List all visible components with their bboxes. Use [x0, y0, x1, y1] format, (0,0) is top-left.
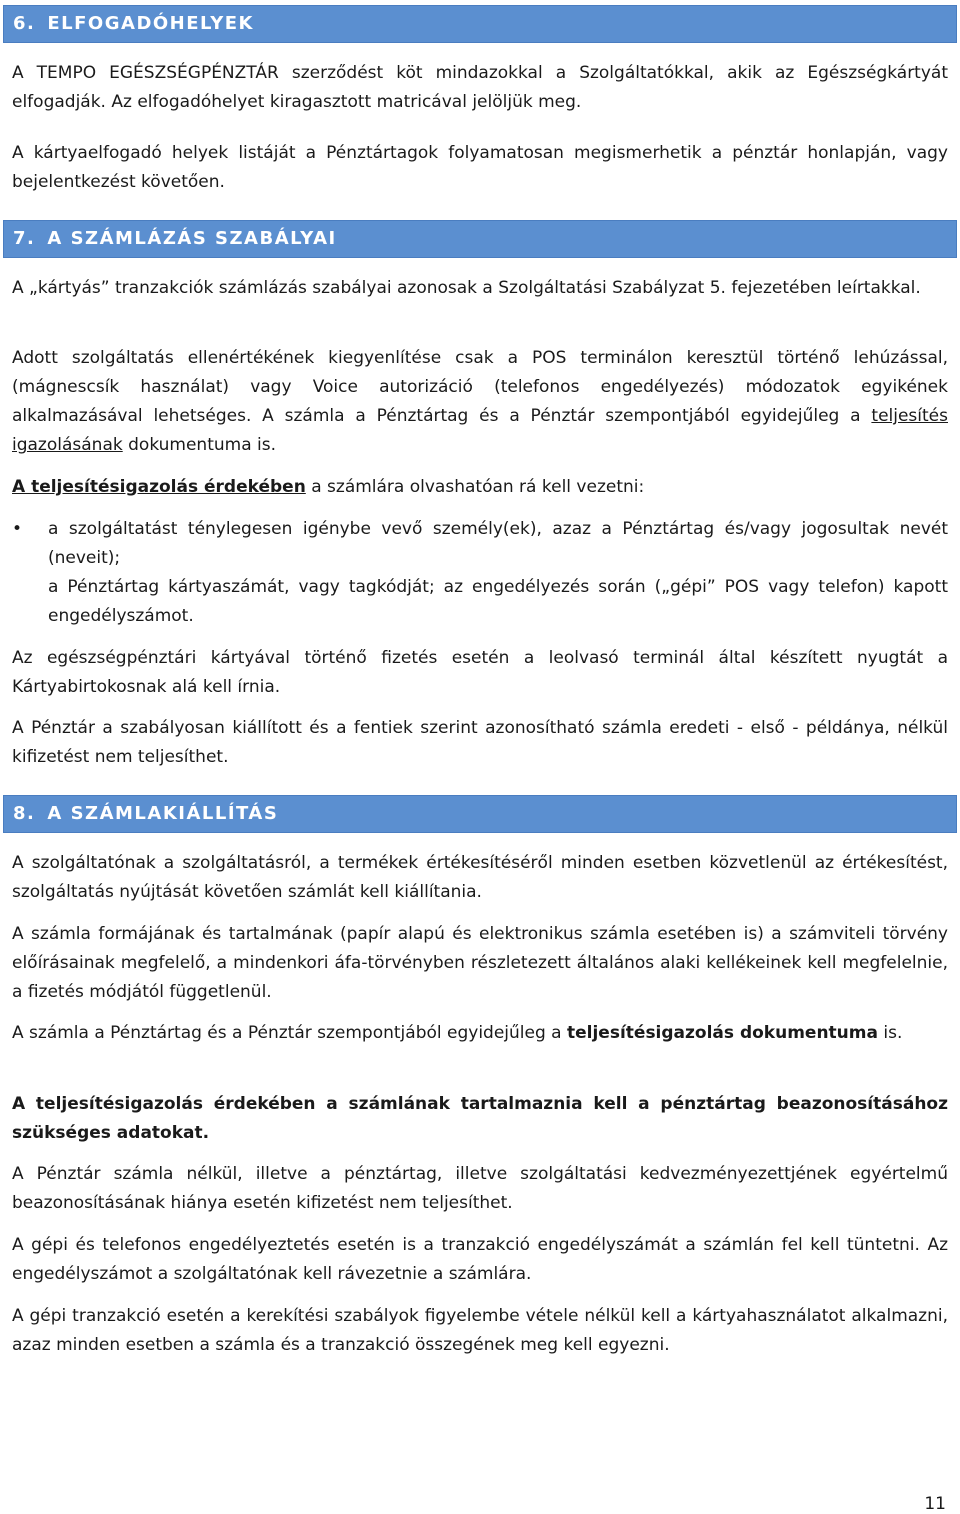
section-7-paragraph-4: Az egészségpénztári kártyával történő fizetés esetén a leolvasó terminál által készített nyugtát a Kártyabirtokosnak alá kell írnia.: [12, 648, 948, 697]
page-number: 11: [924, 1494, 946, 1514]
teljesitesigazolas-lead: A teljesítésigazolás érdekében: [12, 477, 306, 497]
section-7-paragraph-2: [12, 344, 948, 460]
section-6-heading: [3, 5, 957, 43]
teljesites-igazolas-underlined: teljesítés igazolásának: [12, 406, 948, 455]
bullet-dot-icon: •: [12, 519, 23, 539]
teljesitesigazolas-dokumentuma-bold: teljesítésigazolás dokumentuma: [567, 1023, 878, 1043]
section-7-number: 7.: [13, 228, 36, 249]
section-7-paragraph-2-text-b: dokumentuma is.: [122, 435, 277, 455]
section-8-paragraph-3-text-b: is.: [877, 1023, 903, 1043]
section-8-paragraph-6: A gépi és telefonos engedélyeztetés esetén is a tranzakció engedélyszámát a számlán fel kell tüntetni. Az engedélyszámot a szolgáltatónak kell rávezetnie a számlára.: [12, 1235, 948, 1284]
section-8-paragraph-2: A számla formájának és tartalmának (papír alapú és elektronikus számla esetében is) a számviteli törvény előírásainak megfelelő, a mindenkori áfa-törvényben részletezett általános alaki kellékeinek kell megfelelnie, a fizetés módjától függetlenül.: [12, 924, 948, 1002]
list-item-1: a szolgáltatást ténylegesen igénybe vevő személy(ek), azaz a Pénztártag és/vagy jogosultak nevét (neveit);: [48, 519, 948, 568]
section-7-paragraph-3: [12, 473, 948, 502]
section-8-paragraph-4: A teljesítésigazolás érdekében a számlának tartalmaznia kell a pénztártag beazonosításához szükséges adatokat.: [12, 1094, 948, 1143]
section-8-heading: [3, 795, 957, 833]
section-6-paragraph-2: A kártyaelfogadó helyek listáját a Pénztártagok folyamatosan megismerhetik a pénztár honlapján, vagy bejelentkezést követően.: [12, 143, 948, 192]
section-8-title: A SZÁMLAKIÁLLÍTÁS: [47, 803, 279, 824]
section-6-number: 6.: [13, 13, 36, 34]
section-7-heading: [3, 220, 957, 258]
section-6-title: ELFOGADÓHELYEK: [47, 13, 254, 34]
requirements-list: [12, 515, 948, 631]
section-7-paragraph-1: A „kártyás” tranzakciók számlázás szabályai azonosak a Szolgáltatási Szabályzat 5. fejezetében leírtakkal.: [12, 278, 921, 298]
list-item-2: a Pénztártag kártyaszámát, vagy tagkódját; az engedélyezés során („gépi” POS vagy telefon) kapott engedélyszámot.: [48, 577, 948, 626]
section-6-paragraph-1: A TEMPO EGÉSZSÉGPÉNZTÁR szerződést köt mindazokkal a Szolgáltatókkal, akik az Egészségkártyát elfogadják. Az elfogadóhelyet kiragasztott matricával jelöljük meg.: [12, 63, 948, 112]
section-8-paragraph-3-text-a: A számla a Pénztártag és a Pénztár szempontjából egyidejűleg a: [12, 1023, 567, 1043]
section-8-paragraph-7: A gépi tranzakció esetén a kerekítési szabályok figyelembe vétele nélkül kell a kártyahasználatot alkalmazni, azaz minden esetben a számla és a tranzakció összegének meg kell egyezni.: [12, 1306, 948, 1355]
section-8-paragraph-3: [12, 1019, 948, 1048]
section-7-paragraph-5: A Pénztár a szabályosan kiállított és a fentiek szerint azonosítható számla eredeti - első - példánya, nélkül kifizetést nem teljesíthet.: [12, 718, 948, 767]
section-8-paragraph-5: A Pénztár számla nélkül, illetve a pénztártag, illetve szolgáltatási kedvezményezettjének egyértelmű beazonosításának hiánya esetén kifizetést nem teljesíthet.: [12, 1164, 948, 1213]
section-8-number: 8.: [13, 803, 36, 824]
section-7-paragraph-2-text-a: Adott szolgáltatás ellenértékének kiegyenlítése csak a POS terminálon keresztül történő lehúzással, (mágnescsík használat) vagy Voice autorizáció (telefonos engedélyezés) módozatok egyikének alkalmazásával lehetséges. A számla a Pénztártag és a Pénztár szempontjából egyidejűleg a: [12, 348, 948, 426]
section-7-paragraph-3-rest: a számlára olvashatóan rá kell vezetni:: [305, 477, 645, 497]
section-8-paragraph-1: A szolgáltatónak a szolgáltatásról, a termékek értékesítéséről minden esetben közvetlenül az értékesítést, szolgáltatás nyújtását követően számlát kell kiállítania.: [12, 853, 948, 902]
section-7-title: A SZÁMLÁZÁS SZABÁLYAI: [47, 228, 337, 249]
